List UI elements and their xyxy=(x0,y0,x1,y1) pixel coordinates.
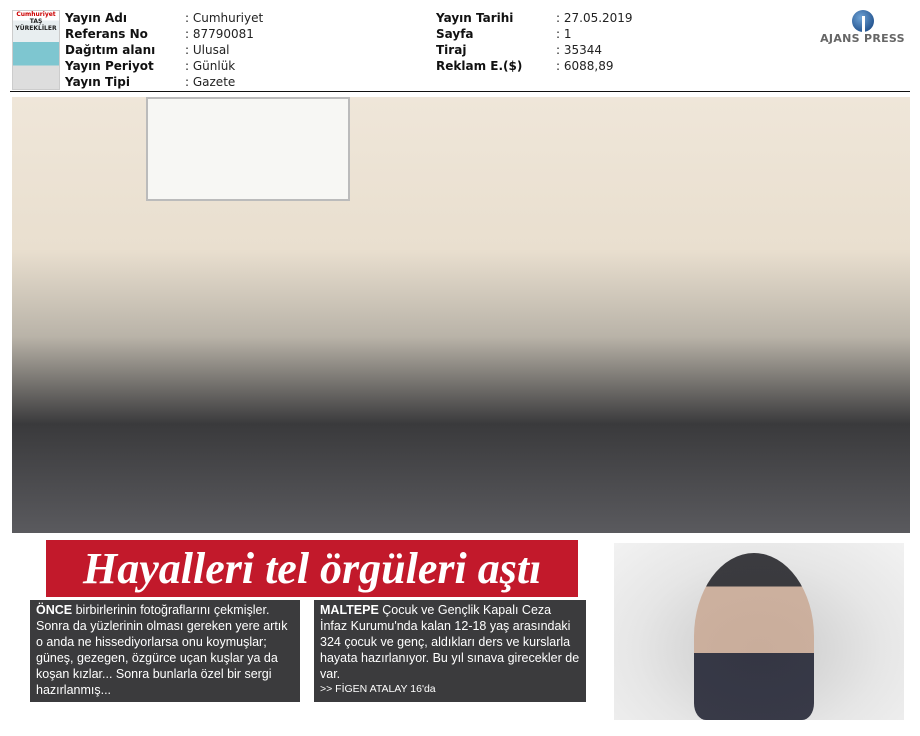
meta-value: : 1 xyxy=(556,27,572,41)
thumbnail-headline: TAŞ YÜREKLİLER xyxy=(15,18,57,32)
byline: >> FİGEN ATALAY 16'da xyxy=(320,683,436,695)
classroom-photo xyxy=(12,97,910,533)
meta-right xyxy=(436,10,633,74)
left-lead: ÖNCE xyxy=(36,603,73,617)
header-divider xyxy=(10,91,910,92)
article-headline: Hayalleri tel örgüleri aştı xyxy=(83,544,542,593)
ajans-press-logo xyxy=(815,10,910,45)
logo-text: AJANS PRESS xyxy=(820,32,905,45)
right-text: Çocuk ve Gençlik Kapalı Ceza İnfaz Kurumu'nda kalan 12-18 yaş arasındaki 324 çocuk ve genç, aldıkları ders ve kurslarla hayata hazırlanıyor. Bu yıl sınava girecekler de var. xyxy=(320,603,580,681)
right-summary xyxy=(314,600,586,702)
meta-value: : 27.05.2019 xyxy=(556,11,633,25)
meta-label: Yayın Tipi xyxy=(65,75,130,89)
right-lead: MALTEPE xyxy=(320,603,379,617)
meta-value: : Gazete xyxy=(185,75,236,89)
whiteboard xyxy=(146,97,350,201)
meta-label: Referans No xyxy=(65,27,148,41)
meta-label: Tiraj xyxy=(436,43,467,57)
newspaper-thumbnail xyxy=(12,10,60,90)
meta-value: : Günlük xyxy=(185,59,236,73)
left-summary xyxy=(30,600,300,702)
meta-value: : 6088,89 xyxy=(556,59,614,73)
birds-portrait-photo xyxy=(614,543,904,720)
meta-label: Yayın Tarihi xyxy=(436,11,514,25)
meta-label: Dağıtım alanı xyxy=(65,43,156,57)
meta-label: Reklam E.($) xyxy=(436,59,523,73)
meta-label: Yayın Periyot xyxy=(65,59,154,73)
headline-banner xyxy=(46,540,578,597)
meta-value: : Cumhuriyet xyxy=(185,11,264,25)
left-text: birbirlerinin fotoğraflarını çekmişler. Sonra da yüzlerinin olması gereken yere artık o anda ne hissediyorlarsa onu koymuşlar; güneş, gezegen, özgürce uçan kuşlar ya da koşan kızlar... Sonra bunlarla özel bir sergi hazırlanmış... xyxy=(36,603,288,697)
globe-icon xyxy=(852,10,874,32)
meta-value: : Ulusal xyxy=(185,43,230,57)
meta-value: : 35344 xyxy=(556,43,603,57)
meta-left xyxy=(65,10,263,90)
thumbnail-title: Cumhuriyet xyxy=(16,11,56,18)
meta-label: Yayın Adı xyxy=(65,11,127,25)
meta-value: : 87790081 xyxy=(185,27,254,41)
meta-label: Sayfa xyxy=(436,27,474,41)
